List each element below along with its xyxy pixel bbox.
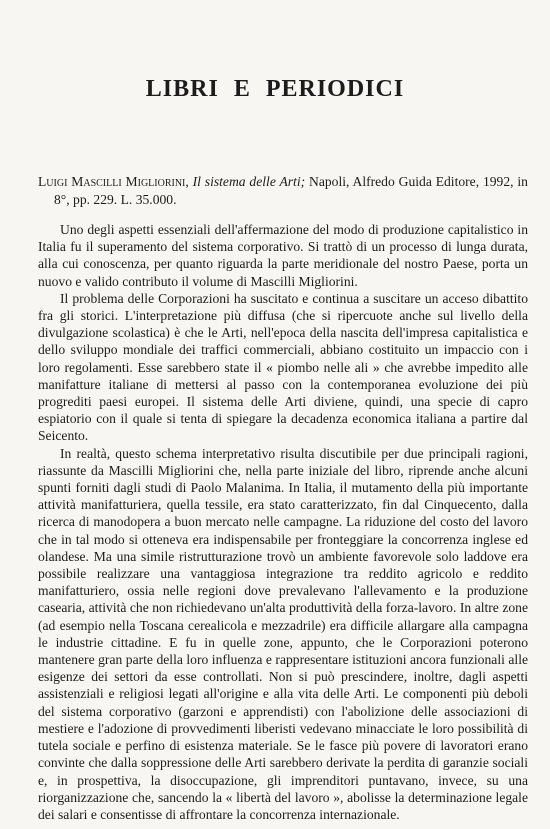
review-body xyxy=(38,221,528,823)
citation-title: Il sistema delle Arti; xyxy=(192,174,306,189)
book-citation xyxy=(38,173,528,209)
citation-author: Luigi Mascilli Migliorini, xyxy=(38,174,189,189)
review-paragraph: Uno degli aspetti essenziali dell'affermazione del modo di produzione capitalistico in Italia fu il superamento del sistema corporativo. Si trattò di un processo di lunga durata, alla cui conoscenza, per quanto riguarda la parte meridionale del nostro Paese, porta un nuovo e valido contributo il volume di Mascilli Migliorini. xyxy=(38,222,528,289)
review-paragraph: In realtà, questo schema interpretativo risulta discutibile per due principali ragioni, riassunte da Mascilli Migliorini che, nella parte iniziale del libro, riprende anche alcuni spunti forniti dagli studi di Paolo Malanima. In Italia, il mutamento della più importante attività manifatturiera, quella tessile, era stato caratterizzato, fin dal Cinquecento, dalla ricerca di manodopera a buon mercato nelle campagne. La riduzione del costo del lavoro che in tal modo si otteneva era indispensabile per fronteggiare la concorrenza inglese ed olandese. Ma una simile ristrutturazione trovò un ambiente favorevole solo laddove era possibile realizzare una vantaggiosa integrazione tra reddito agricolo e reddito manifatturiero, ossia nelle regioni dove prevalevano l'allevamento e la produzione casearia, attività che non richiedevano un'alta produttività della forza-lavoro. In altre zone (ad esempio nella Toscana cerealicola e mezzadrile) era difficile allargare alla campagna le industrie cittadine. E fu in quelle zone, appunto, che le Corporazioni poterono mantenere gran parte della loro influenza e rappresentare istituzioni ancora funzionali alle esigenze dei settori da esse controllati. Non si può prescindere, inoltre, dagli aspetti assistenziali e religiosi legati all'origine e alla vita delle Arti. Le componenti più deboli del sistema corporativo (garzoni e apprendisti) con l'abolizione delle associazioni di mestiere e l'adozione di provvedimenti liberisti vedevano minacciate le loro possibilità di tutela sociale e perfino di esistenza materiale. Se le fasce più povere di lavoratori erano convinte che dalla soppressione delle Arti sarebbero derivate la perdita di garanzie sociali e, in prospettiva, la disoccupazione, gli imprenditori puntavano, invece, su una riorganizzazione che, sancendo la « libertà del lavoro », abolisse la determinazione legale dei salari e consentisse di affrontare la concorrenza internazionale. xyxy=(38,445,528,822)
citation-publication-details: Napoli, Alfredo Guida Editore, 1992, in 8°, pp. 229. L. 35.000. xyxy=(54,174,528,207)
review-paragraph: Il problema delle Corporazioni ha suscitato e continua a suscitare un acceso dibattito fra gli storici. L'interpretazione più diffusa (che si ripercuote anche sul livello della divulgazione scolastica) è che le Arti, nell'epoca della nascita dell'impresa capitalistica e dello sviluppo mondiale dei traffici commerciali, abbiano costituito un impaccio con i loro regolamenti. Esse sarebbero state il « piombo nelle ali » che avrebbe impedito alle manifatture italiane di mettersi al passo con la contemporanea evoluzione dei più progrediti paesi europei. Il sistema delle Arti diviene, quindi, una specie di capro espiatorio con il quale si tenta di spiegare la decadenza economica italiana a partire dal Seicento. xyxy=(38,290,528,444)
page-heading: LIBRI E PERIODICI xyxy=(145,76,405,102)
